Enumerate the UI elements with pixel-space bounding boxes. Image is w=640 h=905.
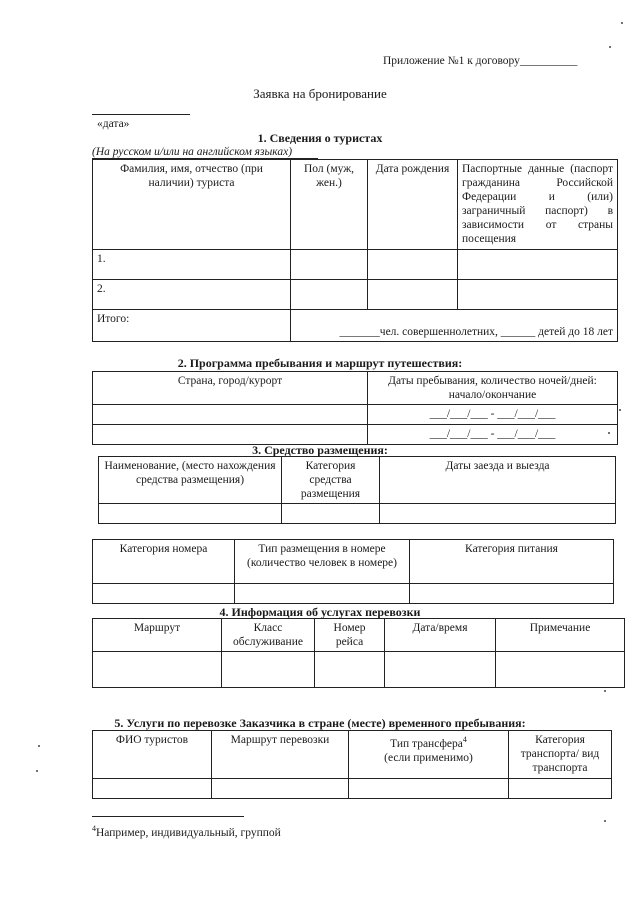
itinerary-row-2-place[interactable] xyxy=(93,425,368,445)
tourist-row-2-dob[interactable] xyxy=(368,280,458,310)
scan-speck xyxy=(604,820,606,822)
footnote-separator xyxy=(92,816,244,817)
section4-heading: 4. Информация об услугах перевозки xyxy=(219,605,421,619)
col-accommodation-category: Категория средства размещения xyxy=(282,457,380,504)
itinerary-row-2-dates[interactable]: ___/___/___ - ___/___/___ xyxy=(368,425,618,445)
footnote-ref: 4 xyxy=(462,735,467,744)
col-flight-number: Номер рейса xyxy=(315,619,385,652)
scan-speck xyxy=(38,745,40,747)
col-note: Примечание xyxy=(496,619,625,652)
room-table xyxy=(92,539,614,604)
transfer-type-sub: (если применимо) xyxy=(384,751,473,764)
col-checkin-dates: Даты заезда и выезда xyxy=(380,457,616,504)
col-accommodation-name: Наименование, (место нахождения средства размещения) xyxy=(99,457,282,504)
document-title: Заявка на бронирование xyxy=(253,86,387,101)
col-sex: Пол (муж, жен.) xyxy=(291,160,368,250)
tourist-row-1-passport[interactable] xyxy=(458,250,618,280)
scan-speck xyxy=(621,22,623,24)
transport-row-route[interactable] xyxy=(93,652,222,688)
tourists-table xyxy=(92,159,618,342)
date-label: «дата» xyxy=(97,118,130,130)
transfer-row-transport[interactable] xyxy=(509,779,612,799)
tourist-row-2-passport[interactable] xyxy=(458,280,618,310)
room-row-category[interactable] xyxy=(93,584,235,604)
col-transfer-type xyxy=(349,731,509,779)
tourist-row-1-label[interactable]: 1. xyxy=(93,250,291,280)
transfer-type-label: Тип трансфера xyxy=(390,737,463,750)
col-meal-category: Категория питания xyxy=(410,540,614,584)
scan-speck xyxy=(36,770,38,772)
col-service-class: Класс обслуживание xyxy=(222,619,315,652)
tourist-row-2-sex[interactable] xyxy=(291,280,368,310)
accommodation-table xyxy=(98,456,616,524)
section1-heading: 1. Сведения о туристах xyxy=(257,131,383,145)
total-label: Итого: xyxy=(93,310,291,342)
scan-speck xyxy=(619,409,621,411)
itinerary-row-1-dates[interactable]: ___/___/___ - ___/___/___ xyxy=(368,405,618,425)
col-tourist-name: Фамилия, имя, отчество (при наличии) туриста xyxy=(93,160,291,250)
scan-speck xyxy=(608,432,610,434)
transfer-row-type[interactable] xyxy=(349,779,509,799)
col-birth-date: Дата рождения xyxy=(368,160,458,250)
scan-speck xyxy=(604,690,606,692)
transfer-row-route[interactable] xyxy=(212,779,349,799)
col-passport: Паспортные данные (паспорт гражданина Российской Федерации и (или) заграничный паспорт) в зависимости от страны посещения xyxy=(458,160,618,250)
transport-table xyxy=(92,618,625,688)
scan-speck xyxy=(609,46,611,48)
footnote xyxy=(92,822,281,840)
accommodation-row-dates[interactable] xyxy=(380,504,616,524)
col-room-type: Тип размещения в номере (количество человек в номере) xyxy=(235,540,410,584)
col-stay-dates: Даты пребывания, количество ночей/дней: начало/окончание xyxy=(368,372,618,405)
footnote-marker: 4 xyxy=(92,824,96,833)
col-datetime: Дата/время xyxy=(385,619,496,652)
transport-row-flight[interactable] xyxy=(315,652,385,688)
col-tourist-names: ФИО туристов xyxy=(93,731,212,779)
transport-row-class[interactable] xyxy=(222,652,315,688)
room-row-type[interactable] xyxy=(235,584,410,604)
col-transfer-route: Маршрут перевозки xyxy=(212,731,349,779)
footnote-text: Например, индивидуальный, группой xyxy=(96,826,281,839)
transport-row-datetime[interactable] xyxy=(385,652,496,688)
tourist-row-1-sex[interactable] xyxy=(291,250,368,280)
accommodation-row-category[interactable] xyxy=(282,504,380,524)
col-place: Страна, город/курорт xyxy=(93,372,368,405)
itinerary-table xyxy=(92,371,618,445)
local-transfer-table xyxy=(92,730,612,799)
appendix-line: Приложение №1 к договору__________ xyxy=(383,55,578,67)
transfer-row-names[interactable] xyxy=(93,779,212,799)
section1-note: (На русском и/или на английском языках) xyxy=(92,146,293,158)
room-row-meal[interactable] xyxy=(410,584,614,604)
col-route: Маршрут xyxy=(93,619,222,652)
section2-heading: 2. Программа пребывания и маршрут путешествия: xyxy=(177,356,463,370)
date-line xyxy=(92,114,190,115)
tourist-row-2-label[interactable]: 2. xyxy=(93,280,291,310)
total-text[interactable]: _______чел. совершеннолетних, ______ детей до 18 лет xyxy=(291,310,618,342)
col-room-category: Категория номера xyxy=(93,540,235,584)
col-transport-category: Категория транспорта/ вид транспорта xyxy=(509,731,612,779)
tourist-row-1-dob[interactable] xyxy=(368,250,458,280)
section5-heading: 5. Услуги по перевозке Заказчика в стране (месте) временного пребывания: xyxy=(114,716,526,730)
transport-row-note[interactable] xyxy=(496,652,625,688)
itinerary-row-1-place[interactable] xyxy=(93,405,368,425)
section3-heading: 3. Средство размещения: xyxy=(252,443,388,457)
accommodation-row-name[interactable] xyxy=(99,504,282,524)
